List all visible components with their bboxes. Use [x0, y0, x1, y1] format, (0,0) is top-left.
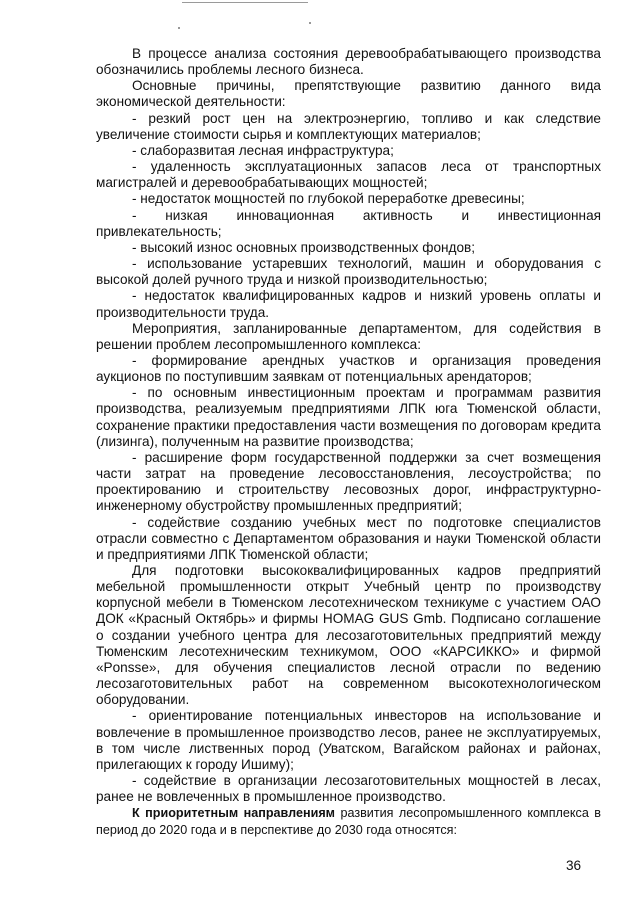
- list-item: - по основным инвестиционным проектам и программам развития производства, реализуемым предприятиями ЛПК юга Тюменской области, сохранение практики предоставления части возмещения по договорам кредита (лизинга), полученным на развитие производства;: [96, 385, 601, 449]
- list-item: - низкая инновационная активность и инвестиционная привлекательность;: [96, 207, 601, 239]
- list-item: - удаленность эксплуатационных запасов леса от транспортных магистралей и деревообрабатывающих мощностей;: [96, 159, 601, 191]
- scan-speck: [178, 27, 180, 29]
- list-item: - слаборазвитая лесная инфраструктура;: [132, 142, 394, 158]
- priority-lead: К приоритетным направлениям: [132, 806, 335, 821]
- paragraph: Для подготовки высококвалифицированных кадров предприятий мебельной промышленности открыт Учебный центр по производству корпусной мебели в Тюменском лесотехническом техникуме с участием ОАО ДОК «Красный Октябрь» и фирмы HOMAG GUS Gmb. Подписано соглашение о создании учебного центра для лесозаготовительных предприятий между Тюменским лесотехническим техникумом, ООО «КАРСИККО» и фирмой «Ponsse», для обучения специалистов лесной отрасли по ведению лесозаготовительных работ на современном высокотехнологическом оборудовании.: [96, 563, 601, 708]
- list-item: - содействие в организации лесозаготовительных мощностей в лесах, ранее не вовлеченных в промышленное производство.: [96, 773, 601, 805]
- list-item: - резкий рост цен на электроэнергию, топливо и как следствие увеличение стоимости сырья и комплектующих материалов;: [96, 110, 601, 142]
- scan-speck: [309, 22, 311, 24]
- page-number: 36: [566, 858, 582, 873]
- document-body: [96, 46, 601, 838]
- list-item: - расширение форм государственной поддержки за счет возмещения части затрат на проведение лесовосстановления, лесоустройства; по проектированию и строительству лесовозных дорог, инфраструктурно-инженерному обустройству промышленных предприятий;: [96, 449, 601, 514]
- paragraph: Мероприятия, запланированные департаментом, для содействия в решении проблем лесопромышленного комплекса:: [96, 320, 601, 352]
- paragraph: В процессе анализа состояния деревообрабатывающего производства обозначились проблемы лесного бизнеса.: [96, 46, 601, 78]
- top-rule: [182, 2, 308, 3]
- priority-paragraph: [96, 805, 601, 837]
- list-item: - ориентирование потенциальных инвесторов на использование и вовлечение в промышленное производство лесов, ранее не эксплуатируемых, в том числе лиственных пород (Уватском, Вагайском районах и районах, прилегающих к городу Ишиму);: [96, 708, 601, 772]
- list-item: - высокий износ основных производственных фондов;: [132, 239, 476, 255]
- list-item: - недостаток мощностей по глубокой переработке древесины;: [132, 191, 525, 207]
- paragraph: Основные причины, препятствующие развитию данного вида экономической деятельности:: [96, 78, 601, 110]
- list-item: - формирование арендных участков и организация проведения аукционов по поступившим заявкам от потенциальных арендаторов;: [96, 352, 601, 385]
- list-item: - недостаток квалифицированных кадров и низкий уровень оплаты и производительности труда.: [96, 288, 601, 320]
- priority-rest: развития лесопромышленного комплекса в период до 2020 года и в перспективе до 2030 года относятся:: [96, 806, 601, 837]
- list-item: - использование устаревших технологий, машин и оборудования с высокой долей ручного труда и низкой производительностью;: [96, 256, 601, 288]
- list-item: - содействие созданию учебных мест по подготовке специалистов отрасли совместно с Департаментом образования и науки Тюменской области и предприятиями ЛПК Тюменской области;: [96, 514, 601, 562]
